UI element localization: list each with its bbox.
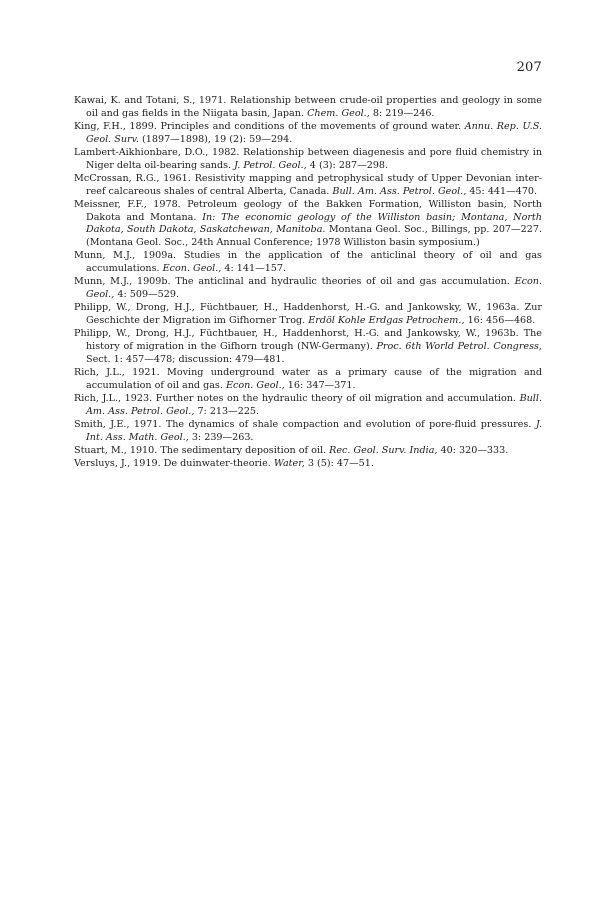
ref-authors: Rich, J.L., 1923. <box>74 393 153 405</box>
ref-details: 4: 509—529. <box>117 289 180 301</box>
ref-details: 16: 347—371. <box>287 379 356 391</box>
ref-authors: Philipp, W., Drong, H.J., Füchtbauer, H., Haddenhorst, H.-G. and Jankowsky, W., 1963b. <box>74 328 519 340</box>
ref-authors: Stuart, M., 1910. <box>74 445 158 457</box>
ref-title: Relationship between diagenesis and pore fluid chemistry in Niger delta oil-bearing sands. <box>86 147 542 171</box>
ref-journal: Water, <box>273 458 305 470</box>
ref-journal: Erdöl Kohle Erdgas Petrochem., <box>308 315 465 327</box>
ref-journal: Rec. Geol. Surv. India, <box>329 445 438 457</box>
ref-title: Zur Geschichte der Migration im Gifhorner Trog. <box>86 302 542 327</box>
ref-journal: Bull. Am. Ass. Petrol. Geol., <box>332 185 467 197</box>
reference-entry <box>74 276 542 301</box>
ref-details: 3: 239—263. <box>191 431 254 443</box>
reference-entry <box>74 367 542 392</box>
reference-entry <box>74 250 542 275</box>
ref-authors: Lambert-Aikhionbare, D.O., 1982. <box>74 147 240 158</box>
reference-entry <box>74 173 542 198</box>
ref-details: 4: 141—157. <box>224 263 287 275</box>
ref-title: The dynamics of shale compaction and evolution of pore-fluid pressures. <box>165 419 532 431</box>
reference-entry <box>74 445 542 458</box>
ref-authors: Munn, M.J., 1909a. <box>74 250 177 262</box>
reference-entry <box>74 419 542 444</box>
ref-title: Resistivity mapping and petrophysical study of Upper Devonian inter-reef calcareous shales of central Alberta, Canada. <box>86 173 543 197</box>
ref-details: 4 (3): 287—298. <box>309 159 389 171</box>
ref-journal: In: The economic geology of the Williston basin; Montana, North Dakota, South Dakota, Saskatchewan, Manitoba. <box>86 211 542 236</box>
reference-list <box>74 95 542 472</box>
ref-details: 16: 456—468. <box>467 315 536 327</box>
ref-authors: McCrossan, R.G., 1961. <box>74 173 191 184</box>
reference-entry <box>74 147 542 172</box>
ref-journal: Proc. 6th World Petrol. Congress, <box>376 341 542 353</box>
reference-entry <box>74 302 542 327</box>
ref-authors: Versluys, J., 1919. <box>74 458 161 470</box>
ref-authors: Philipp, W., Drong, H.J., Füchtbauer, H., Haddenhorst, H.-G. and Jankowsky, W., 1963a. <box>74 302 520 314</box>
reference-entry <box>74 458 542 471</box>
ref-details: 7: 213—225. <box>197 405 260 417</box>
ref-title: The anticlinal and hydraulic theories of oil and gas accumulation. <box>175 276 510 288</box>
ref-journal: Econ. Geol., <box>86 276 542 301</box>
ref-authors: Rich, J.L., 1921. <box>74 367 160 379</box>
ref-journal: J. Int. Ass. Math. Geol., <box>86 419 542 443</box>
ref-details: 45: 441—470. <box>469 185 538 197</box>
ref-title: Moving underground water as a primary cause of the migration and accumulation of oil and gas. <box>86 367 542 391</box>
ref-journal: J. Petrol. Geol., <box>234 159 307 171</box>
reference-entry <box>74 393 542 418</box>
ref-authors: Smith, J.E., 1971. <box>74 419 162 431</box>
ref-authors: Munn, M.J., 1909b. <box>74 276 171 288</box>
reference-entry <box>74 95 542 120</box>
ref-authors: Meissner, F.F., 1978. <box>74 199 181 210</box>
ref-journal: Chem. Geol., <box>307 107 370 119</box>
ref-journal: Econ. Geol., <box>162 263 222 275</box>
ref-details: 40: 320—333. <box>440 445 509 457</box>
ref-journal: Annu. Rep. U.S. Geol. Surv. <box>86 121 542 145</box>
page-number: 207 <box>516 60 542 75</box>
reference-entry <box>74 199 542 250</box>
ref-title: Studies in the application of the anticlinal theory of oil and gas accumulations. <box>86 250 542 275</box>
ref-details: 8: 219—246. <box>372 107 435 119</box>
ref-title: De duinwater-theorie. <box>163 458 271 470</box>
ref-details: Sect. 1: 457—478; discussion: 479—481. <box>86 353 285 365</box>
ref-details: Montana Geol. Soc., Billings, pp. 207—227. (Montana Geol. Soc., 24th Annual Conference; 1978 Williston basin symposium.) <box>86 224 542 249</box>
ref-journal: Econ. Geol., <box>225 379 285 391</box>
ref-authors: King, F.H., 1899. <box>74 121 157 132</box>
ref-title: Principles and conditions of the movements of ground water. <box>160 121 462 132</box>
ref-title: Petroleum geology of the Bakken Formation, Williston basin, North Dakota and Montana. <box>86 199 542 223</box>
ref-journal: Bull. Am. Ass. Petrol. Geol., <box>86 393 542 417</box>
ref-details: (1897—1898), 19 (2): 59—294. <box>142 133 293 145</box>
ref-authors: Kawai, K. and Totani, S., 1971. <box>74 95 227 106</box>
ref-title: Relationship between crude-oil properties and geology in some oil and gas fields in the Niigata basin, Japan. <box>86 95 542 119</box>
ref-title: The sedimentary deposition of oil. <box>160 445 327 457</box>
reference-entry <box>74 121 542 146</box>
reference-entry <box>74 328 542 366</box>
ref-title: Further notes on the hydraulic theory of oil migration and accumulation. <box>155 393 516 405</box>
ref-title: The history of migration in the Gifhorn trough (NW-Germany). <box>86 328 542 353</box>
ref-details: 3 (5): 47—51. <box>307 458 374 470</box>
